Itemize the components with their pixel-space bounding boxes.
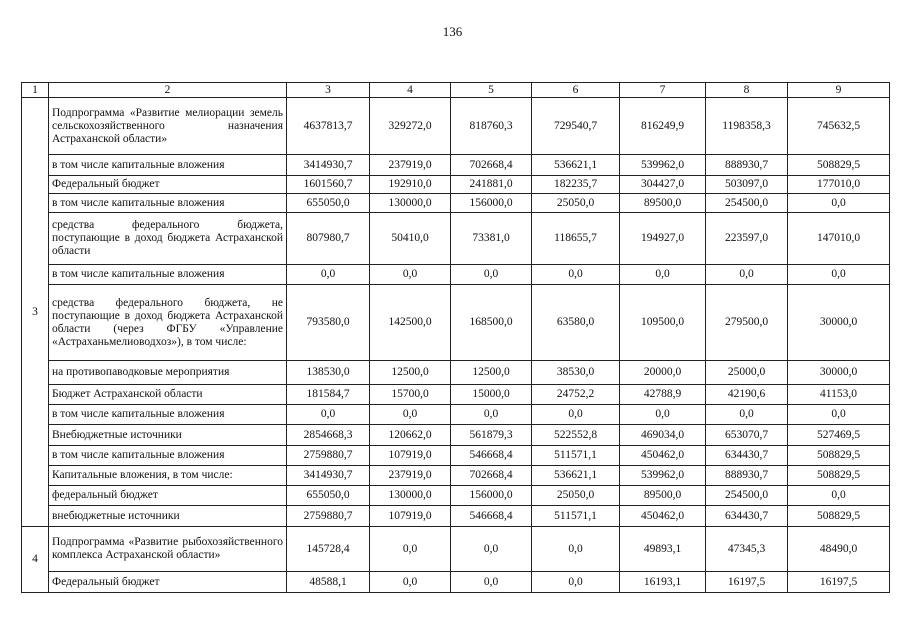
cell-value: 0,0 [451, 572, 532, 593]
row-label: Внебюджетные источники [49, 425, 287, 446]
cell-value: 888930,7 [706, 466, 788, 486]
row-label: средства федерального бюджета, поступающие в доход бюджета Астраханской области [49, 213, 287, 265]
row-label: Бюджет Астраханской области [49, 385, 287, 405]
row-label: в том числе капитальные вложения [49, 405, 287, 425]
cell-value: 41153,0 [788, 385, 890, 405]
cell-value: 0,0 [788, 486, 890, 506]
cell-value: 241881,0 [451, 176, 532, 194]
table-row [22, 194, 890, 213]
cell-value: 511571,1 [532, 506, 620, 527]
cell-value: 109500,0 [620, 285, 706, 361]
budget-table [21, 82, 890, 593]
cell-value: 3414930,7 [287, 466, 370, 486]
cell-value: 89500,0 [620, 486, 706, 506]
cell-value: 539962,0 [620, 466, 706, 486]
cell-value: 807980,7 [287, 213, 370, 265]
cell-value: 4637813,7 [287, 98, 370, 155]
cell-value: 536621,1 [532, 466, 620, 486]
row-label: Капитальные вложения, в том числе: [49, 466, 287, 486]
cell-value: 818760,3 [451, 98, 532, 155]
cell-value: 181584,7 [287, 385, 370, 405]
cell-value: 38530,0 [532, 361, 620, 385]
cell-value: 2759880,7 [287, 446, 370, 466]
cell-value: 237919,0 [370, 155, 451, 176]
cell-value: 192910,0 [370, 176, 451, 194]
cell-value: 655050,0 [287, 194, 370, 213]
cell-value: 25050,0 [532, 194, 620, 213]
cell-value: 2759880,7 [287, 506, 370, 527]
cell-value: 177010,0 [788, 176, 890, 194]
cell-value: 745632,5 [788, 98, 890, 155]
cell-value: 254500,0 [706, 194, 788, 213]
table-row [22, 265, 890, 285]
row-label: в том числе капитальные вложения [49, 155, 287, 176]
cell-value: 254500,0 [706, 486, 788, 506]
row-label: внебюджетные источники [49, 506, 287, 527]
row-label: Федеральный бюджет [49, 176, 287, 194]
cell-value: 25000,0 [706, 361, 788, 385]
cell-value: 49893,1 [620, 527, 706, 572]
cell-value: 12500,0 [370, 361, 451, 385]
cell-value: 48490,0 [788, 527, 890, 572]
cell-value: 634430,7 [706, 446, 788, 466]
cell-value: 527469,5 [788, 425, 890, 446]
cell-value: 888930,7 [706, 155, 788, 176]
cell-value: 634430,7 [706, 506, 788, 527]
cell-value: 0,0 [706, 265, 788, 285]
cell-value: 237919,0 [370, 466, 451, 486]
cell-value: 156000,0 [451, 194, 532, 213]
cell-value: 3414930,7 [287, 155, 370, 176]
cell-value: 168500,0 [451, 285, 532, 361]
cell-value: 30000,0 [788, 285, 890, 361]
cell-value: 702668,4 [451, 466, 532, 486]
cell-value: 0,0 [532, 527, 620, 572]
cell-value: 147010,0 [788, 213, 890, 265]
cell-value: 0,0 [788, 194, 890, 213]
cell-value: 120662,0 [370, 425, 451, 446]
cell-value: 118655,7 [532, 213, 620, 265]
table-row [22, 155, 890, 176]
row-label: Подпрограмма «Развитие мелиорации земель сельскохозяйственного назначения Астраханской области» [49, 98, 287, 155]
cell-value: 469034,0 [620, 425, 706, 446]
cell-value: 63580,0 [532, 285, 620, 361]
cell-value: 223597,0 [706, 213, 788, 265]
column-header: 1 [22, 83, 49, 98]
cell-value: 50410,0 [370, 213, 451, 265]
cell-value: 0,0 [706, 405, 788, 425]
cell-value: 729540,7 [532, 98, 620, 155]
cell-value: 42788,9 [620, 385, 706, 405]
cell-value: 20000,0 [620, 361, 706, 385]
table-row [22, 285, 890, 361]
row-label: в том числе капитальные вложения [49, 446, 287, 466]
cell-value: 182235,7 [532, 176, 620, 194]
table-row [22, 506, 890, 527]
cell-value: 47345,3 [706, 527, 788, 572]
cell-value: 138530,0 [287, 361, 370, 385]
cell-value: 0,0 [788, 265, 890, 285]
row-label: Федеральный бюджет [49, 572, 287, 593]
cell-value: 522552,8 [532, 425, 620, 446]
cell-value: 508829,5 [788, 466, 890, 486]
column-header: 9 [788, 83, 890, 98]
cell-value: 0,0 [451, 527, 532, 572]
cell-value: 511571,1 [532, 446, 620, 466]
header-row [22, 83, 890, 98]
table-row [22, 176, 890, 194]
cell-value: 42190,6 [706, 385, 788, 405]
cell-value: 0,0 [532, 265, 620, 285]
cell-value: 16193,1 [620, 572, 706, 593]
column-header: 6 [532, 83, 620, 98]
table-row [22, 466, 890, 486]
cell-value: 0,0 [451, 405, 532, 425]
row-label: в том числе капитальные вложения [49, 265, 287, 285]
row-label: средства федерального бюджета, не поступающие в доход бюджета Астраханской области (через ФГБУ «Управление «Астраханьмелиоводхоз»), в том числе: [49, 285, 287, 361]
cell-value: 503097,0 [706, 176, 788, 194]
table-row [22, 572, 890, 593]
cell-value: 0,0 [370, 265, 451, 285]
cell-value: 655050,0 [287, 486, 370, 506]
column-header: 8 [706, 83, 788, 98]
cell-value: 546668,4 [451, 506, 532, 527]
row-label: на противопаводковые мероприятия [49, 361, 287, 385]
section-index: 3 [22, 98, 49, 527]
cell-value: 0,0 [532, 405, 620, 425]
cell-value: 0,0 [287, 265, 370, 285]
cell-value: 329272,0 [370, 98, 451, 155]
cell-value: 561879,3 [451, 425, 532, 446]
cell-value: 107919,0 [370, 506, 451, 527]
cell-value: 142500,0 [370, 285, 451, 361]
column-header: 3 [287, 83, 370, 98]
table-row [22, 213, 890, 265]
cell-value: 107919,0 [370, 446, 451, 466]
cell-value: 48588,1 [287, 572, 370, 593]
cell-value: 12500,0 [451, 361, 532, 385]
cell-value: 0,0 [370, 572, 451, 593]
cell-value: 73381,0 [451, 213, 532, 265]
cell-value: 15700,0 [370, 385, 451, 405]
cell-value: 508829,5 [788, 155, 890, 176]
cell-value: 25050,0 [532, 486, 620, 506]
table-row [22, 405, 890, 425]
cell-value: 0,0 [370, 405, 451, 425]
row-label: Подпрограмма «Развитие рыбохозяйственного комплекса Астраханской области» [49, 527, 287, 572]
column-header: 4 [370, 83, 451, 98]
page-number: 136 [442, 24, 463, 39]
table-row [22, 425, 890, 446]
cell-value: 2854668,3 [287, 425, 370, 446]
table-row [22, 361, 890, 385]
cell-value: 536621,1 [532, 155, 620, 176]
column-header: 7 [620, 83, 706, 98]
table-row [22, 527, 890, 572]
cell-value: 653070,7 [706, 425, 788, 446]
cell-value: 539962,0 [620, 155, 706, 176]
row-label: федеральный бюджет [49, 486, 287, 506]
cell-value: 1601560,7 [287, 176, 370, 194]
table-row [22, 385, 890, 405]
cell-value: 16197,5 [788, 572, 890, 593]
cell-value: 546668,4 [451, 446, 532, 466]
cell-value: 130000,0 [370, 486, 451, 506]
cell-value: 156000,0 [451, 486, 532, 506]
cell-value: 508829,5 [788, 506, 890, 527]
table-row [22, 486, 890, 506]
cell-value: 16197,5 [706, 572, 788, 593]
cell-value: 450462,0 [620, 446, 706, 466]
cell-value: 15000,0 [451, 385, 532, 405]
cell-value: 0,0 [620, 265, 706, 285]
cell-value: 793580,0 [287, 285, 370, 361]
cell-value: 24752,2 [532, 385, 620, 405]
table-row [22, 98, 890, 155]
section-index: 4 [22, 527, 49, 593]
cell-value: 145728,4 [287, 527, 370, 572]
cell-value: 0,0 [788, 405, 890, 425]
cell-value: 194927,0 [620, 213, 706, 265]
table-row [22, 446, 890, 466]
cell-value: 0,0 [620, 405, 706, 425]
cell-value: 702668,4 [451, 155, 532, 176]
cell-value: 130000,0 [370, 194, 451, 213]
cell-value: 0,0 [451, 265, 532, 285]
cell-value: 1198358,3 [706, 98, 788, 155]
cell-value: 508829,5 [788, 446, 890, 466]
column-header: 2 [49, 83, 287, 98]
row-label: в том числе капитальные вложения [49, 194, 287, 213]
cell-value: 0,0 [532, 572, 620, 593]
cell-value: 0,0 [370, 527, 451, 572]
cell-value: 816249,9 [620, 98, 706, 155]
cell-value: 89500,0 [620, 194, 706, 213]
cell-value: 304427,0 [620, 176, 706, 194]
column-header: 5 [451, 83, 532, 98]
cell-value: 30000,0 [788, 361, 890, 385]
cell-value: 279500,0 [706, 285, 788, 361]
cell-value: 0,0 [287, 405, 370, 425]
cell-value: 450462,0 [620, 506, 706, 527]
